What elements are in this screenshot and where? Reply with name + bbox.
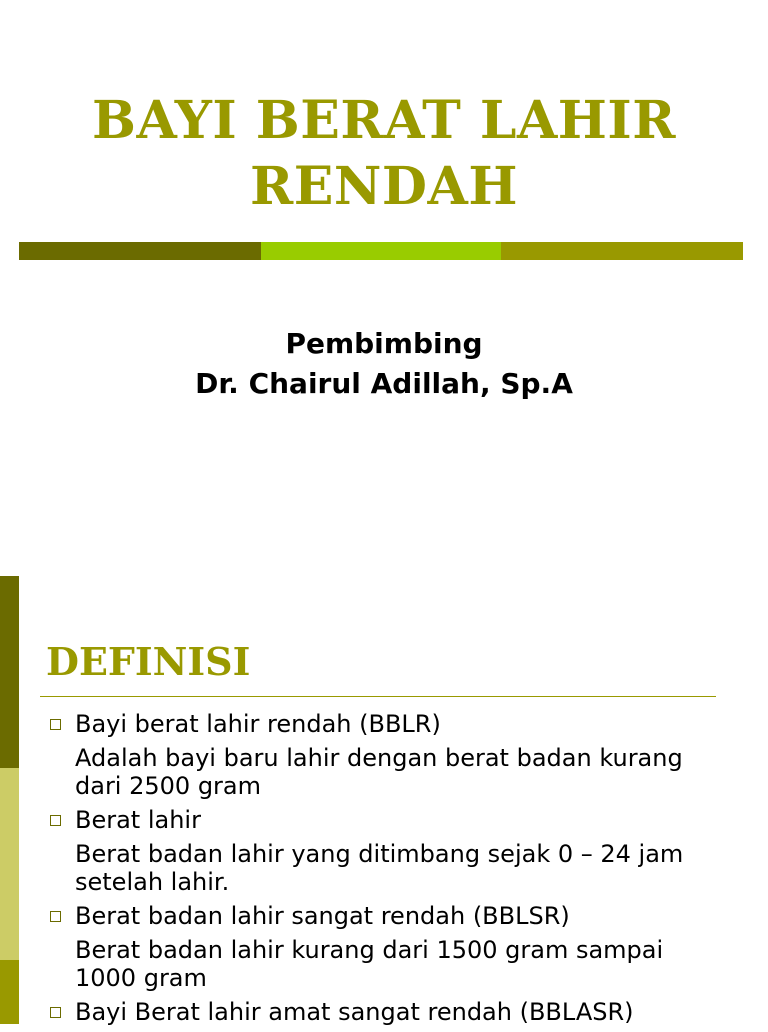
section-heading: DEFINISI: [46, 639, 251, 684]
divider-segment-olive: [501, 242, 743, 260]
slide-title-line-2: RENDAH: [250, 156, 518, 217]
slide-subtitle: [0, 324, 768, 404]
definition-slide: [0, 576, 768, 1024]
divider-segment-dark: [19, 242, 261, 260]
supervisor-label: Pembimbing: [285, 327, 483, 360]
list-item-title: Berat badan lahir sangat rendah (BBLSR): [75, 902, 570, 930]
list-item: [46, 998, 726, 1026]
hollow-square-bullet-icon: [50, 911, 61, 922]
hollow-square-bullet-icon: [50, 1007, 61, 1018]
side-bar-pale: [0, 768, 19, 960]
list-item: [46, 806, 726, 896]
hollow-square-bullet-icon: [50, 719, 61, 730]
heading-underline: [40, 696, 716, 697]
list-item-title: Bayi Berat lahir amat sangat rendah (BBLASR): [75, 998, 634, 1026]
slide-title: [0, 88, 768, 220]
list-item-title: Berat lahir: [75, 806, 201, 834]
list-item-head: [46, 806, 726, 834]
divider-segment-lime: [261, 242, 501, 260]
list-item: [46, 710, 726, 800]
side-bar-olive: [0, 960, 19, 1024]
side-accent-bar: [0, 576, 19, 1024]
side-bar-dark: [0, 576, 19, 768]
slide-title-line-1: BAYI BERAT LAHIR: [92, 90, 676, 151]
list-item-title: Bayi berat lahir rendah (BBLR): [75, 710, 441, 738]
list-item-description: Berat badan lahir kurang dari 1500 gram sampai 1000 gram: [75, 936, 664, 992]
list-item-description: Berat badan lahir yang ditimbang sejak 0 – 24 jam setelah lahir.: [75, 840, 684, 896]
list-item-head: [46, 710, 726, 738]
list-item: [46, 902, 726, 992]
title-divider-bar: [19, 242, 743, 260]
supervisor-name: Dr. Chairul Adillah, Sp.A: [195, 367, 573, 400]
list-item-head: [46, 902, 726, 930]
definition-list: [46, 710, 726, 1032]
hollow-square-bullet-icon: [50, 815, 61, 826]
list-item-head: [46, 998, 726, 1026]
list-item-description: Adalah bayi baru lahir dengan berat badan kurang dari 2500 gram: [75, 744, 683, 800]
